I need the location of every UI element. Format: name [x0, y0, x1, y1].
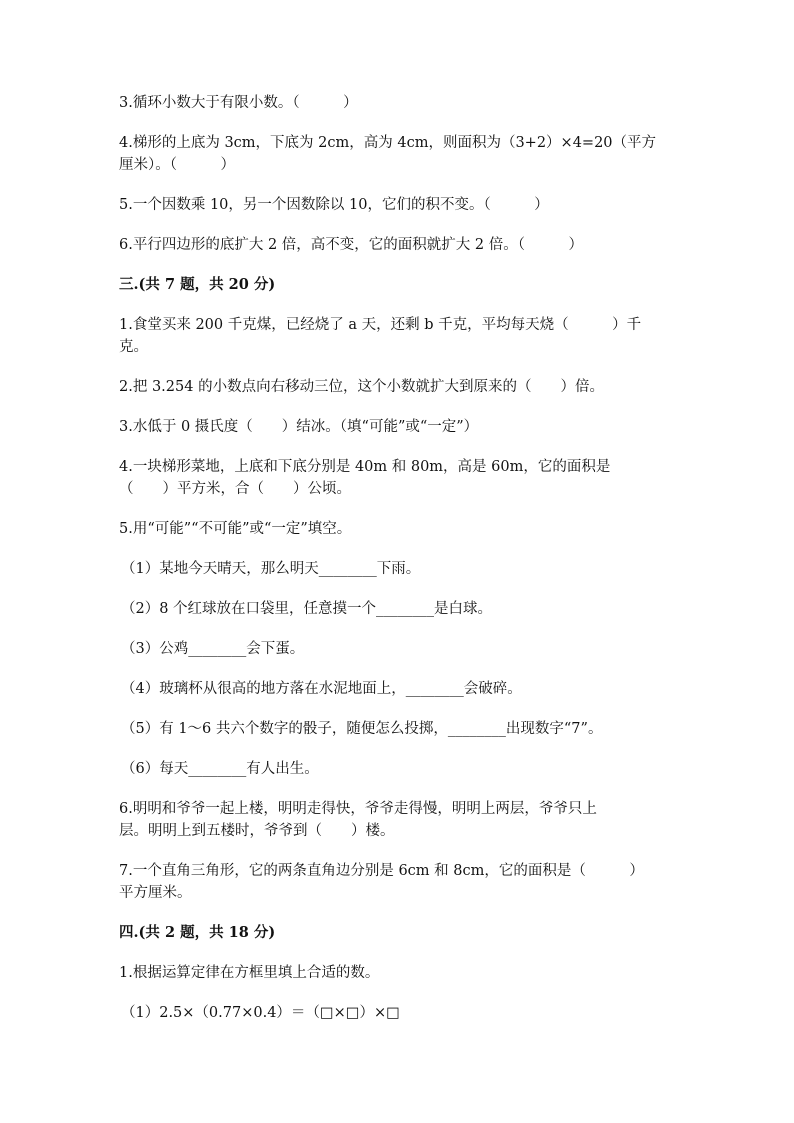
s3-question-1: [119, 314, 679, 358]
question-4-line-2: 厘米）。（ ）: [119, 157, 235, 173]
s3-question-6-line-1: 6.明明和爷爷一起上楼，明明走得快，爷爷走得慢，明明上两层，爷爷只上: [119, 801, 597, 817]
question-5: 5.一个因数乘 10，另一个因数除以 10，它们的积不变。（ ）: [119, 197, 549, 213]
s3-question-4-line-2: （ ）平方米，合（ ）公顷。: [119, 481, 351, 497]
s3-question-4: [119, 456, 679, 500]
s3-question-6: [119, 798, 679, 842]
question-4: [119, 132, 679, 176]
s3-question-5-item-4: （4）玻璃杯从很高的地方落在水泥地面上，________会破碎。: [121, 681, 522, 697]
s3-question-5-item-6: （6）每天________有人出生。: [121, 761, 319, 777]
s4-question-1: 1.根据运算定律在方框里填上合适的数。: [119, 965, 380, 981]
section-4-heading: 四.(共 2 题，共 18 分): [119, 924, 276, 941]
s3-question-7-line-2: 平方厘米。: [119, 885, 192, 901]
s3-question-2: 2.把 3.254 的小数点向右移动三位，这个小数就扩大到原来的（ ）倍。: [119, 379, 605, 395]
s3-question-5-item-3: （3）公鸡________会下蛋。: [121, 641, 305, 657]
s3-question-5: 5.用“可能”“不可能”或“一定”填空。: [119, 521, 352, 537]
question-4-line-1: 4.梯形的上底为 3cm，下底为 2cm，高为 4cm，则面积为（3+2）×4=20（平方: [119, 135, 657, 151]
s3-question-5-item-5: （5）有 1～6 共六个数字的骰子，随便怎么投掷，________出现数字“7”。: [121, 721, 603, 737]
s3-question-6-line-2: 层。明明上到五楼时，爷爷到（ ）楼。: [119, 823, 395, 839]
s3-question-3: 3.水低于 0 摄氏度（ ）结冰。（填“可能”或“一定”）: [119, 419, 479, 435]
s3-question-1-line-2: 克。: [119, 339, 148, 355]
question-3: 3.循环小数大于有限小数。（ ）: [119, 95, 358, 111]
s3-question-5-item-2: （2）8 个红球放在口袋里，任意摸一个________是白球。: [121, 601, 493, 617]
section-3-heading: 三.(共 7 题，共 20 分): [119, 276, 276, 293]
s3-question-1-line-1: 1.食堂买来 200 千克煤，已经烧了 a 天，还剩 b 千克，平均每天烧（ ）千: [119, 317, 642, 333]
s3-question-7: [119, 860, 679, 904]
question-6: 6.平行四边形的底扩大 2 倍，高不变，它的面积就扩大 2 倍。（ ）: [119, 237, 583, 253]
s4-question-1-item-1: （1）2.5×（0.77×0.4）＝（□×□）×□: [121, 1005, 400, 1021]
worksheet-page: [119, 92, 679, 1042]
s3-question-7-line-1: 7.一个直角三角形，它的两条直角边分别是 6cm 和 8cm，它的面积是（ ）: [119, 863, 644, 879]
s3-question-4-line-1: 4.一块梯形菜地，上底和下底分别是 40m 和 80m，高是 60m，它的面积是: [119, 459, 611, 475]
s3-question-5-item-1: （1）某地今天晴天，那么明天________下雨。: [121, 561, 421, 577]
